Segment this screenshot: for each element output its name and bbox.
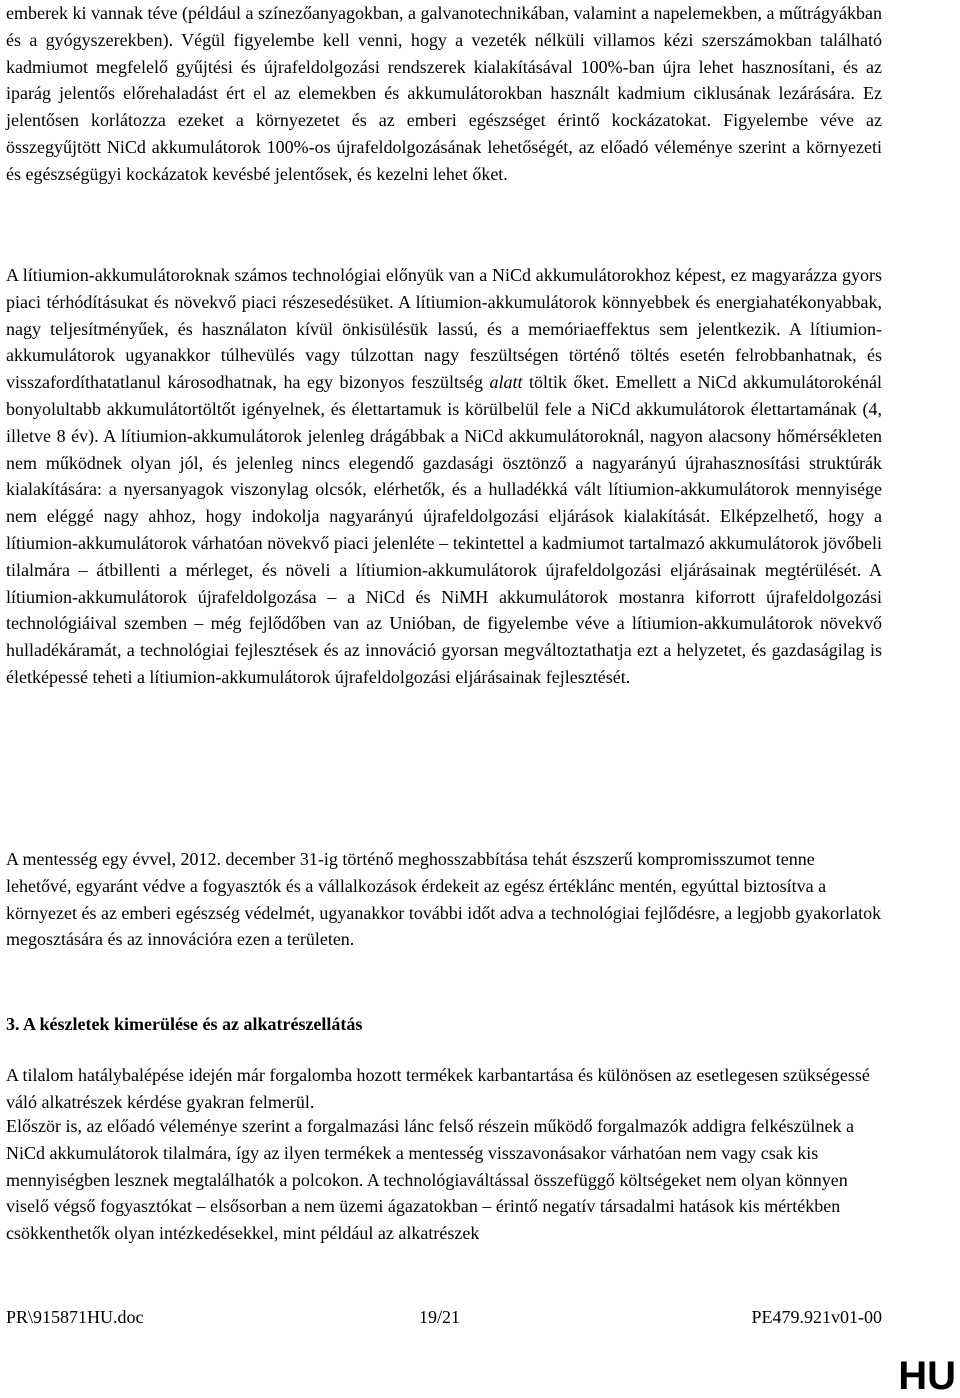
paragraph-lithium-ion bbox=[6, 262, 882, 691]
paragraph-lithium-ion-part2: töltik őket. Emellett a NiCd akkumulátorokénál bonyolultabb akkumulátortöltőt igényelnek, és élettartamuk is körülbelül fele a NiCd akkumulátorok élettartamának (4, illetve 8 év). A lítiumion-akkumulátorok jelenleg drágábbak a NiCd akkumulátoroknál, nagyon alacsony hőmérsékleten nem működnek olyan jól, és jelenleg nincs elegendő gazdasági ösztönző a nagyarányú újrahasznosítási struktúrák kialakítására: a nyersanyagok viszonylag olcsók, elérhetők, és a hulladékká vált lítiumion-akkumulátorok mennyisége nem eléggé nagy ahhoz, hogy indokolja nagyarányú újrafeldolgozási eljárások kialakítását. Elképzelhető, hogy a lítiumion-akkumulátorok várhatóan növekvő piaci jelenléte – tekintettel a kadmiumot tartalmazó akkumulátorok jövőbeli tilalmára – átbillenti a mérleget, és növeli a lítiumion-akkumulátorok újrafeldolgozási eljárásainak megtérülését. A lítiumion-akkumulátorok újrafeldolgozása – a NiCd és NiMH akkumulátorok mostanra kiforrott újrafeldolgozási technológiáival szemben – még fejlődőben van az Unióban, de figyelembe véve a lítiumion-akkumulátorok növekvő hulladékáramát, a technológiai fejlesztések és az innováció gyorsan megváltoztathatja ezt a helyzetet, és gazdaságilag is életképessé teheti a lítiumion-akkumulátorok újrafeldolgozási eljárásainak fejlesztését. bbox=[6, 372, 882, 687]
language-code: HU bbox=[898, 1354, 956, 1398]
section-heading: 3. A készletek kimerülése és az alkatrészellátás bbox=[6, 1014, 363, 1034]
paragraph-cadmium-recycling: emberek ki vannak téve (például a színezőanyagokban, a galvanotechnikában, valamint a napelemekben, a műtrágyákban és a gyógyszerekben). Végül figyelembe kell venni, hogy a vezeték nélküli villamos kézi szerszámokban található kadmiumot megfelelő gyűjtési és újrafeldolgozási rendszerek kialakításával 100%-ban újra lehet hasznosítani, és az iparág jelentős előrehaladást ért el az elemekben és akkumulátorokban használt kadmium ciklusának lezárására. Ez jelentősen korlátozza ezeket a környezetet és az emberi egészséget érintő kockázatokat. Figyelembe véve az összegyűjtött NiCd akkumulátorok 100%-os újrafeldolgozásának lehetőségét, az előadó véleménye szerint a környezeti és egészségügyi kockázatok kevésbé jelentősek, és kezelni lehet őket. bbox=[6, 3, 882, 184]
footer-doc-reference: PR\915871HU.doc bbox=[6, 1307, 144, 1327]
italic-word-alatt: alatt bbox=[489, 372, 523, 393]
paragraph-lithium-ion-part1: A lítiumion-akkumulátoroknak számos technológiai előnyük van a NiCd akkumulátorokhoz képest, ez magyarázza gyors piaci térhódításukat és növekvő piaci részesedésüket. A lítiumion-akkumulátorok könnyebbek és energiahatékonyabbak, nagy teljesítményűek, és használaton kívül önkisülésük lassú, és a memóriaeffektus sem jelentkezik. A lítiumion-akkumulátorok ugyanakkor túlhevülés vagy túlzottan nagy feszültségen történő töltés esetén felrobbanhatnak, és visszafordíthatatlanul károsodhatnak, ha egy bizonyos feszültség bbox=[6, 265, 882, 393]
footer-page-number: 19/21 bbox=[419, 1307, 461, 1327]
page-footer bbox=[6, 1303, 882, 1331]
paragraph-spare-parts-question: A tilalom hatálybalépése idején már forgalomba hozott termékek karbantartása és különösen az esetlegesen szükségessé váló alkatrészek kérdése gyakran felmerül. bbox=[6, 1065, 870, 1112]
paragraph-distributors: Először is, az előadó véleménye szerint a forgalmazási lánc felső részein működő forgalmazók addigra felkészülnek a NiCd akkumulátorok tilalmára, így az ilyen termékek a mentesség visszavonásakor várhatóan nem vagy csak kis mennyiségben lesznek megtalálhatók a polcokon. A technológiaváltással összefüggő költségeket nem olyan könnyen viselő végső fogyasztókat – elsősorban a nem üzemi ágazatokban – érintő negatív társadalmi hatások kis mértékben csökkenthetők olyan intézkedésekkel, mint például az alkatrészek bbox=[6, 1116, 854, 1244]
footer-pe-reference: PE479.921v01-00 bbox=[751, 1307, 882, 1327]
paragraph-exemption-extension: A mentesség egy évvel, 2012. december 31-ig történő meghosszabbítása tehát észszerű kompromisszumot tenne lehetővé, egyaránt védve a fogyasztók és a vállalkozások érdekeit az egész értéklánc mentén, egyúttal biztosítva a környezet és az emberi egészség védelmét, ugyanakkor további időt adva a technológiai fejlődésre, a legjobb gyakorlatok megosztására és az innovációra ezen a területen. bbox=[6, 849, 882, 950]
